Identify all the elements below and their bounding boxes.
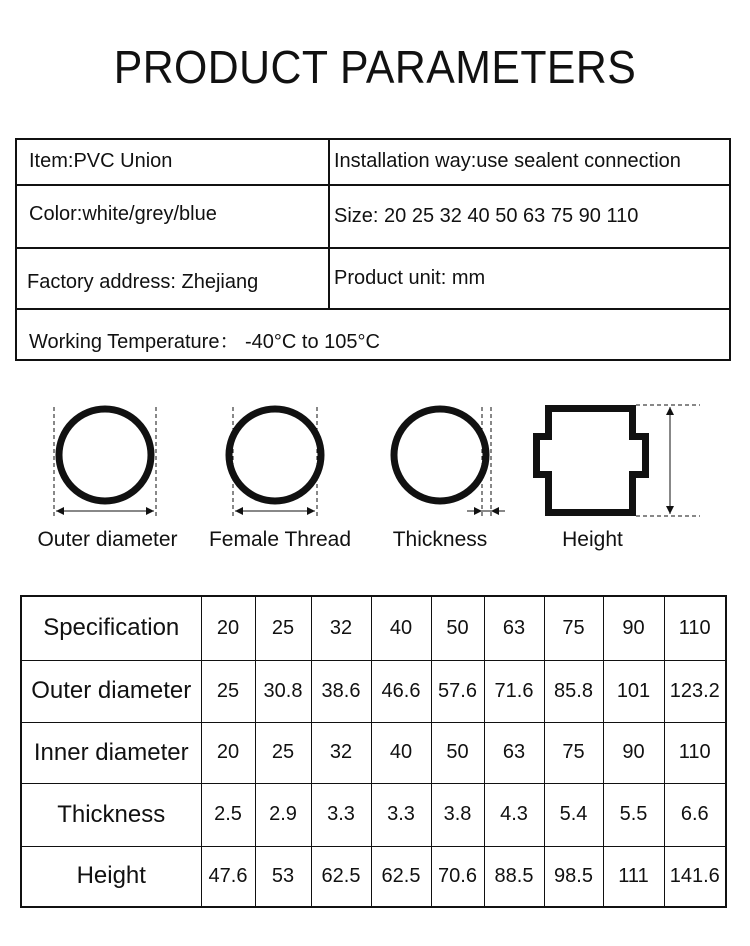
unit-text: Product unit: mm	[334, 267, 486, 289]
table-cell: 75	[544, 596, 603, 660]
temperature-text: Working Temperature： -40°C to 105°C	[29, 331, 380, 353]
table-cell: 110	[664, 596, 726, 660]
table-cell: 25	[255, 722, 311, 783]
table-row-thickness	[21, 783, 726, 846]
table-cell: 40	[371, 596, 431, 660]
spec-table	[20, 595, 727, 908]
table-cell: 2.9	[255, 783, 311, 846]
table-cell: 90	[603, 722, 664, 783]
table-cell: 123.2	[664, 660, 726, 722]
table-cell: 141.6	[664, 846, 726, 907]
table-cell: 3.8	[431, 783, 484, 846]
page-title: PRODUCT PARAMETERS	[113, 41, 637, 93]
table-cell: 75	[544, 722, 603, 783]
table-cell: 2.5	[201, 783, 255, 846]
table-row-inner-diameter	[21, 722, 726, 783]
table-cell: 63	[484, 722, 544, 783]
outer-diameter-icon	[40, 395, 170, 525]
table-cell: 63	[484, 596, 544, 660]
table-cell: 20	[201, 596, 255, 660]
table-cell: 62.5	[311, 846, 371, 907]
table-cell: 111	[603, 846, 664, 907]
installation-text: Installation way:use sealent connection	[334, 150, 681, 172]
table-cell: 47.6	[201, 846, 255, 907]
info-divider	[328, 140, 330, 310]
row-header: Height	[21, 846, 201, 907]
table-cell: 90	[603, 596, 664, 660]
table-cell: 25	[201, 660, 255, 722]
table-cell: 98.5	[544, 846, 603, 907]
table-cell: 3.3	[311, 783, 371, 846]
female-thread-icon	[210, 395, 340, 525]
table-cell: 5.5	[603, 783, 664, 846]
height-label: Height	[562, 528, 623, 551]
table-cell: 62.5	[371, 846, 431, 907]
table-cell: 38.6	[311, 660, 371, 722]
table-cell: 40	[371, 722, 431, 783]
row-header: Outer diameter	[21, 660, 201, 722]
table-row-height	[21, 846, 726, 907]
row-header: Specification	[21, 596, 201, 660]
color-text: Color:white/grey/blue	[29, 203, 217, 225]
table-cell: 3.3	[371, 783, 431, 846]
table-cell: 30.8	[255, 660, 311, 722]
thickness-label: Thickness	[392, 528, 488, 551]
table-cell: 32	[311, 596, 371, 660]
table-cell: 110	[664, 722, 726, 783]
table-cell: 101	[603, 660, 664, 722]
thickness-icon	[375, 395, 505, 525]
table-cell: 71.6	[484, 660, 544, 722]
table-cell: 85.8	[544, 660, 603, 722]
table-cell: 4.3	[484, 783, 544, 846]
table-cell: 57.6	[431, 660, 484, 722]
table-row-specification	[21, 596, 726, 660]
table-cell: 20	[201, 722, 255, 783]
table-cell: 88.5	[484, 846, 544, 907]
row-header: Inner diameter	[21, 722, 201, 783]
table-cell: 25	[255, 596, 311, 660]
table-cell: 50	[431, 596, 484, 660]
table-cell: 53	[255, 846, 311, 907]
row-header: Thickness	[21, 783, 201, 846]
table-cell: 5.4	[544, 783, 603, 846]
info-table	[15, 138, 731, 361]
size-text: Size: 20 25 32 40 50 63 75 90 110	[334, 205, 639, 227]
outer-diameter-label: Outer diameter	[37, 528, 178, 551]
item-text: Item:PVC Union	[29, 150, 173, 172]
table-cell: 50	[431, 722, 484, 783]
factory-text: Factory address: Zhejiang	[27, 271, 259, 293]
height-icon	[525, 395, 705, 525]
table-cell: 6.6	[664, 783, 726, 846]
table-cell: 32	[311, 722, 371, 783]
table-row-outer-diameter	[21, 660, 726, 722]
table-cell: 46.6	[371, 660, 431, 722]
table-cell: 70.6	[431, 846, 484, 907]
female-thread-label: Female Thread	[208, 528, 352, 551]
